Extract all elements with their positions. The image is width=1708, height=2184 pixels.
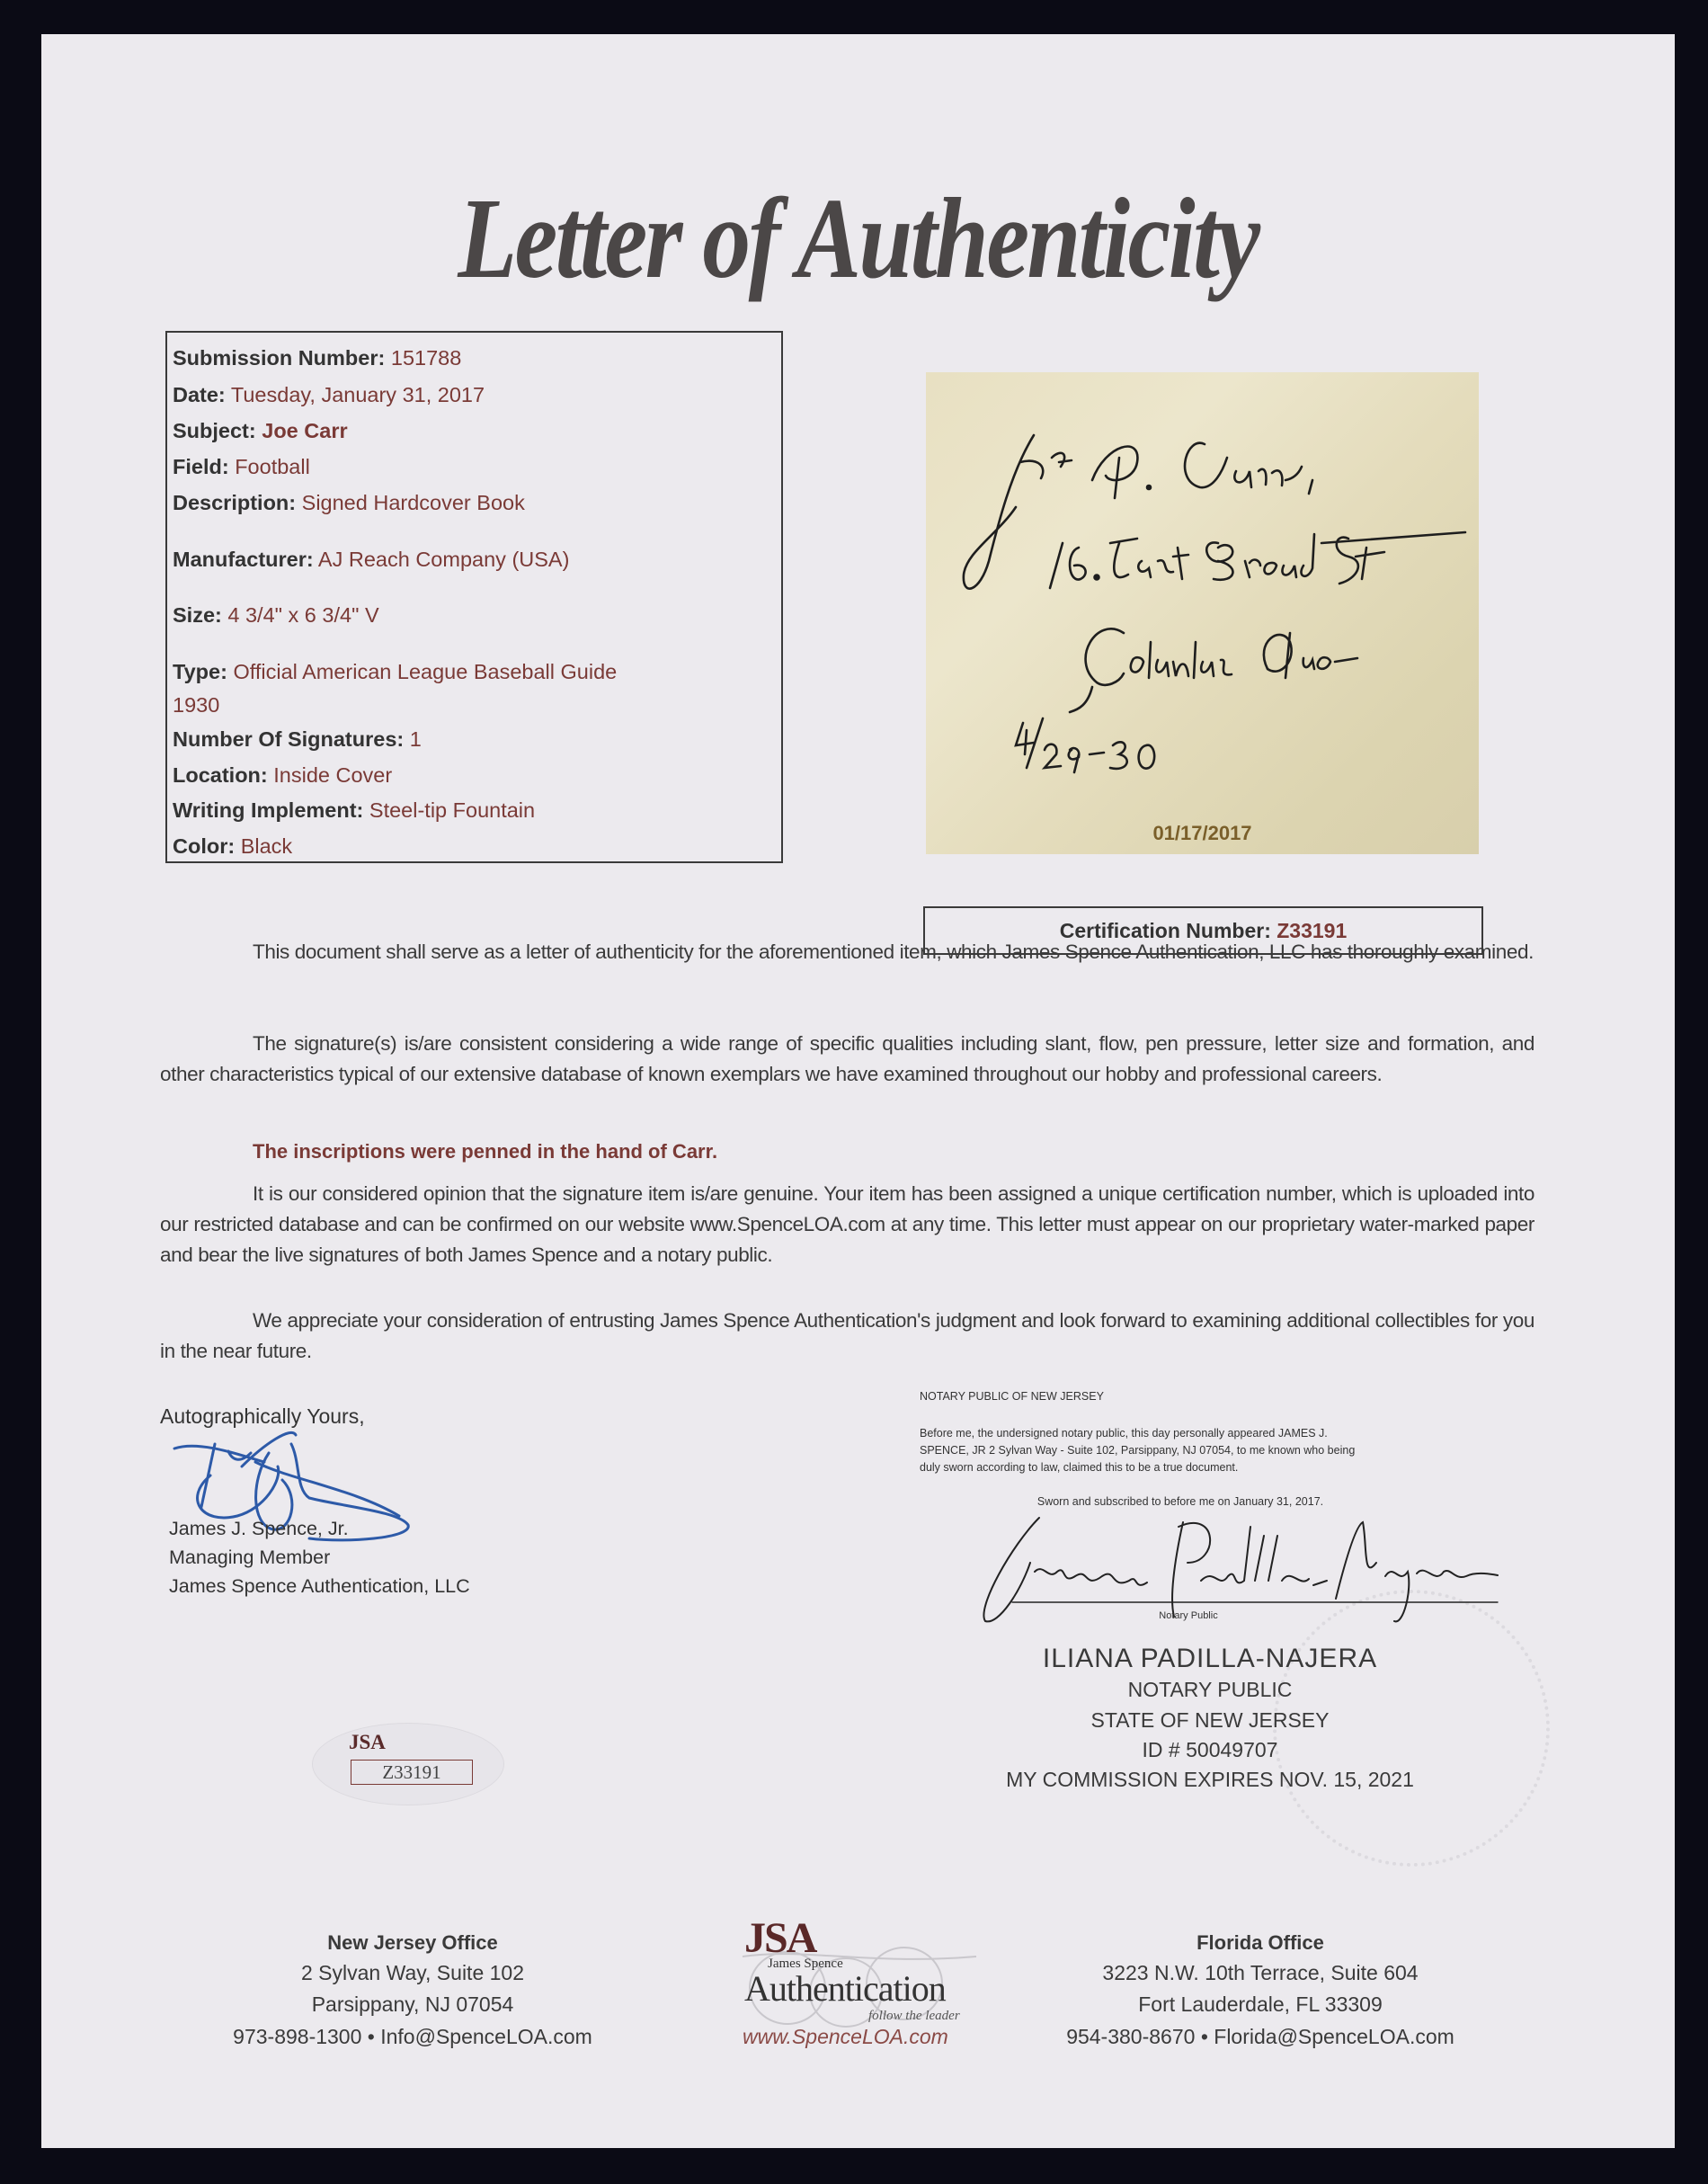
nj-office-address-line2: Parsippany, NJ 07054: [311, 1992, 514, 2016]
detail-description: Description: Signed Hardcover Book: [173, 491, 525, 514]
nj-office-title: New Jersey Office: [327, 1931, 498, 1954]
fl-office-address-line2: Fort Lauderdale, FL 33309: [1138, 1992, 1383, 2016]
notary-statement-line: Before me, the undersigned notary public, this day personally appeared JAMES J.: [920, 1427, 1328, 1440]
signer-company: James Spence Authentication, LLC: [169, 1575, 470, 1597]
nj-office-email[interactable]: Info@SpenceLOA.com: [380, 2025, 592, 2048]
signer-name: James J. Spence, Jr.: [169, 1518, 349, 1539]
notary-statement-line: SPENCE, JR 2 Sylvan Way - Suite 102, Parsippany, NJ 07054, to me known who being: [920, 1444, 1356, 1457]
signature-photo: [926, 372, 1479, 854]
detail-type-continued: 1930: [173, 693, 220, 717]
nj-office-phone: 973-898-1300: [233, 2025, 362, 2048]
paragraph-intro: This document shall serve as a letter of authenticity for the aforementioned item, which James Spence Authentication, LLC has thoroughly examined.: [253, 940, 1534, 963]
nj-office-address-line1: 2 Sylvan Way, Suite 102: [300, 1961, 524, 1984]
paragraph-opinion: It is our considered opinion that the signature item is/are genuine. Your item has been assigned a unique certification number, which is uploaded into our restricted database and can be confirmed on our website www.SpenceLOA.com at any time. This letter must appear on our proprietary water-marked paper and bear the live signatures of both James Spence and a notary public.: [160, 1182, 1535, 1266]
detail-submission-number: Submission Number: 151788: [173, 346, 462, 370]
conclusion-statement: The inscriptions were penned in the hand of Carr.: [253, 1140, 718, 1163]
fl-office-phone: 954-380-8670: [1066, 2025, 1196, 2048]
notary-name: ILIANA PADILLA-NAJERA: [1042, 1644, 1378, 1673]
photo-date-stamp: 01/17/2017: [1152, 822, 1252, 844]
detail-size: Size: 4 3/4" x 6 3/4" V: [173, 603, 379, 627]
detail-date: Date: Tuesday, January 31, 2017: [173, 383, 485, 406]
letter-page: [41, 34, 1675, 2148]
detail-type: Type: Official American League Baseball Guide: [173, 660, 618, 683]
signature-line-caption: Notary Public: [1159, 1610, 1218, 1621]
certification-value: Z33191: [1277, 919, 1348, 942]
bullet-separator: •: [367, 2025, 375, 2048]
logo-mark: JSA: [744, 1914, 816, 1962]
fl-office-email[interactable]: Florida@SpenceLOA.com: [1214, 2025, 1454, 2048]
logo-tagline: follow the leader: [868, 2009, 960, 2023]
page-title: Letter of Authenticity: [458, 174, 1259, 302]
detail-manufacturer: Manufacturer: AJ Reach Company (USA): [173, 548, 570, 571]
paragraph-closing: We appreciate your consideration of entrusting James Spence Authentication's judgment and look forward to examining additional collectibles for you in the near future.: [160, 1309, 1535, 1362]
jsa-hologram-sticker: [313, 1724, 503, 1805]
sticker-brand: JSA: [349, 1731, 386, 1753]
notary-title: NOTARY PUBLIC: [1127, 1678, 1293, 1701]
paragraph-analysis: The signature(s) is/are consistent considering a wide range of specific qualities including slant, flow, pen pressure, letter size and formation, and other characteristics typical of our extensive database of known exemplars we have examined throughout our hobby and professional careers.: [160, 1032, 1535, 1085]
detail-color: Color: Black: [173, 834, 293, 858]
fl-office-address-line1: 3223 N.W. 10th Terrace, Suite 604: [1102, 1961, 1419, 1984]
logo-wordmark: Authentication: [744, 1968, 946, 2009]
certification-label: Certification Number:: [1059, 919, 1271, 942]
website-link[interactable]: www.SpenceLOA.com: [743, 2025, 948, 2048]
notary-commission-expiry: MY COMMISSION EXPIRES NOV. 15, 2021: [1006, 1768, 1414, 1791]
detail-number-of-signatures: Number Of Signatures: 1: [173, 727, 422, 751]
jsa-footer-logo: [734, 1912, 1003, 2042]
notary-statement-line: duly sworn according to law, claimed this to be a true document.: [920, 1461, 1239, 1474]
details-box: [165, 331, 783, 863]
closing-salutation: Autographically Yours,: [160, 1404, 365, 1428]
detail-field: Field: Football: [173, 455, 310, 478]
fl-office-title: Florida Office: [1196, 1931, 1324, 1954]
detail-writing-implement: Writing Implement: Steel-tip Fountain: [173, 798, 536, 822]
signer-role: Managing Member: [169, 1547, 331, 1568]
logo-subtitle: James Spence: [768, 1957, 843, 1971]
handwritten-inscription-icon: [926, 372, 1479, 854]
nj-office-contact: [179, 2025, 646, 2049]
notary-id: ID # 50049707: [1142, 1738, 1278, 1761]
notary-header: NOTARY PUBLIC OF NEW JERSEY: [920, 1390, 1104, 1403]
detail-subject: Subject: Joe Carr: [173, 419, 348, 442]
fl-office-contact: [1027, 2025, 1494, 2049]
bullet-separator: •: [1200, 2025, 1208, 2048]
detail-location: Location: Inside Cover: [173, 763, 393, 787]
notary-sworn-line: Sworn and subscribed to before me on January 31, 2017.: [1036, 1495, 1324, 1508]
notary-state: STATE OF NEW JERSEY: [1090, 1708, 1330, 1732]
sticker-number: Z33191: [351, 1760, 473, 1785]
